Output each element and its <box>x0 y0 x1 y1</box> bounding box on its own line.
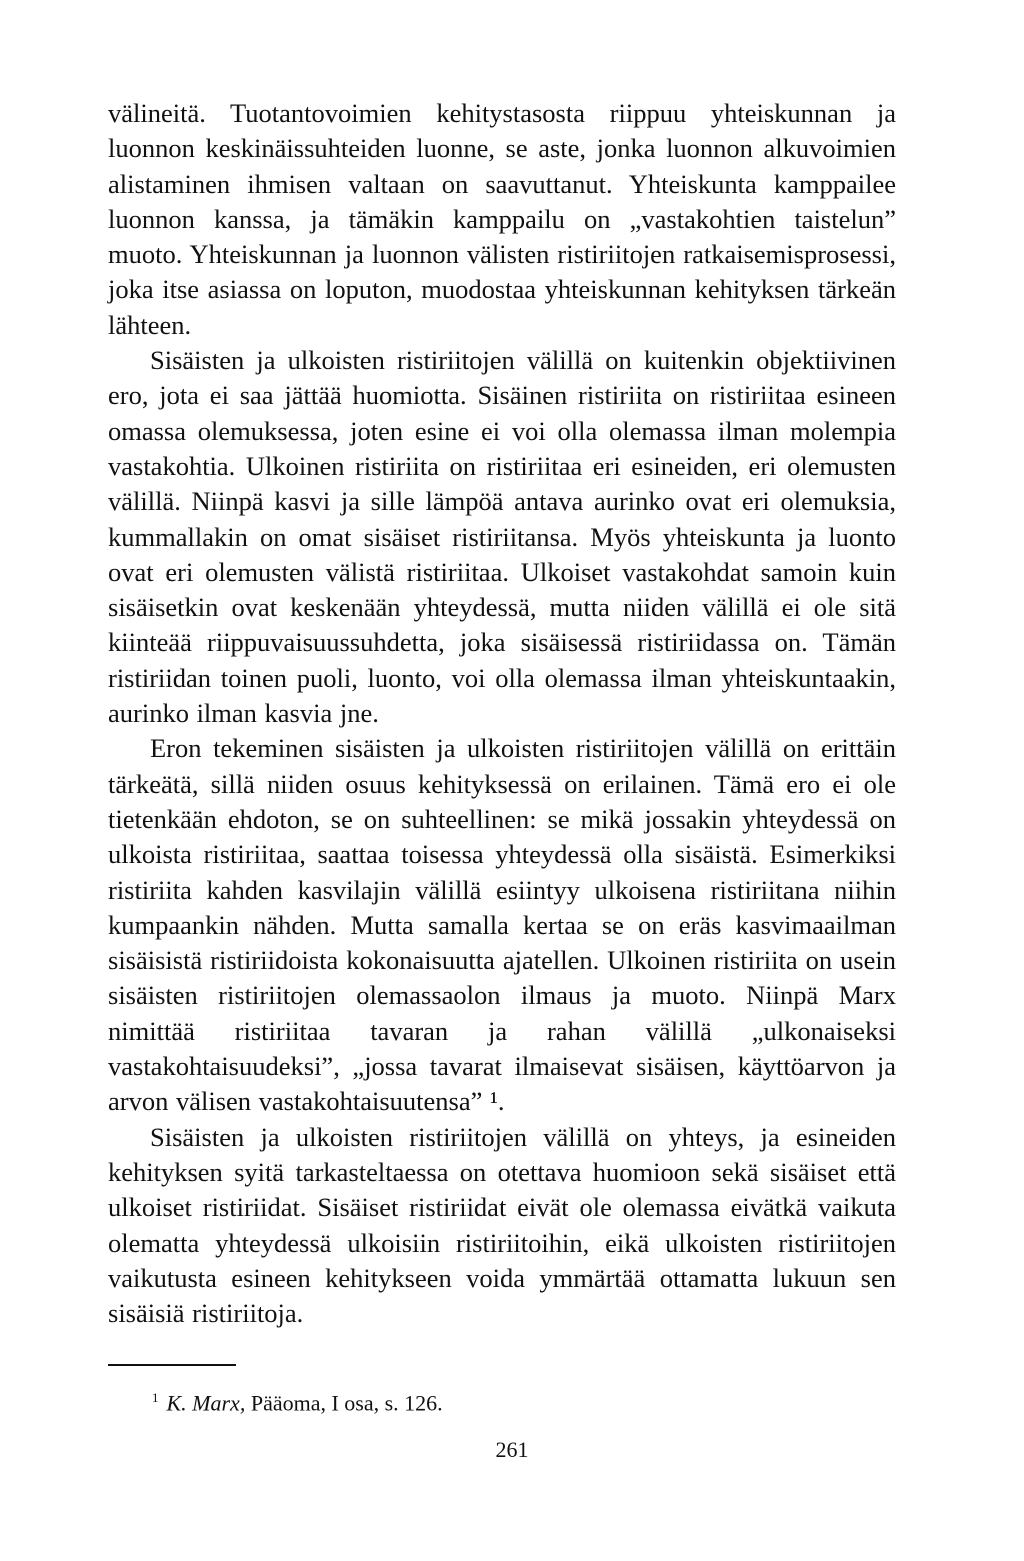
paragraph-1: välineitä. Tuotantovoimien kehitystasosta riippuu yhteiskunnan ja luonnon keskinäissuhteiden luonne, se aste, jonka luonnon alkuvoimien alistaminen ihmisen valtaan on saavuttanut. Yhteiskunta kamppailee luonnon kanssa, ja tämäkin kamppailu on „vastakohtien taistelun” muoto. Yhteiskunnan ja luonnon välisten ristiriitojen ratkaisemisprosessi, joka itse asiassa on loputon, muodostaa yhteiskunnan kehityksen tärkeän lähteen. <box>108 98 896 340</box>
footnote-author: K. Marx, <box>166 1390 246 1416</box>
footnote-divider <box>108 1364 236 1366</box>
page-number: 261 <box>495 1437 529 1462</box>
paragraph-3: Eron tekeminen sisäisten ja ulkoisten ristiriitojen välillä on erittäin tärkeätä, sillä niiden osuus kehityksessä on erilainen. Tämä ero ei ole tietenkään ehdoton, se on suhteellinen: se mikä jossakin yhteydessä on ulkoista ristiriitaa, saattaa toisessa yhteydessä olla sisäistä. Esimerkiksi ristiriita kahden kasvilajin välillä esiintyy ulkoisena ristiriitana niihin kumpaankin nähden. Mutta samalla kertaa se on eräs kasvimaailman sisäisistä ristiriidoista kokonaisuutta ajatellen. Ulkoinen ristiriita on usein sisäisten ristiriitojen olemassaolon ilmaus ja muoto. Niinpä Marx nimittää ristiriitaa tavaran ja rahan välillä „ulkonaiseksi vastakohtaisuudeksi”, „jossa tavarat ilmaisevat sisäisen, käyttöarvon ja arvon välisen vastakohtaisuutensa” ¹. <box>108 733 896 1117</box>
paragraph-2: Sisäisten ja ulkoisten ristiriitojen välillä on kuitenkin objektiivinen ero, jota ei saa jättää huomiotta. Sisäinen ristiriita on ristiriitaa esineen omassa olemuksessa, joten esine ei voi olla olemassa ilman molempia vastakohtia. Ulkoinen ristiriita on ristiriitaa eri esineiden, eri olemusten välillä. Niinpä kasvi ja sille lämpöä antava aurinko ovat eri olemuksia, kummallakin on omat sisäiset ristiriitansa. Myös yhteiskunta ja luonto ovat eri olemusten välistä ristiriitaa. Ulkoiset vastakohdat samoin kuin sisäisetkin ovat keskenään yhteydessä, mutta niiden välillä ei ole sitä kiinteää riippuvaisuussuhdetta, joka sisäisessä ristiriidassa on. Tämän ristiriidan toinen puoli, luonto, voi olla olemassa ilman yhteiskuntaakin, aurinko ilman kasvia jne. <box>108 345 896 729</box>
footnote <box>152 1384 443 1417</box>
paragraph-4: Sisäisten ja ulkoisten ristiriitojen välillä on yhteys, ja esineiden kehityksen syitä tarkasteltaessa on otettava huomioon sekä sisäiset että ulkoiset ristiriidat. Sisäiset ristiriidat eivät ole olemassa eivätkä vaikuta olematta yhteydessä ulkoisiin ristiriitoihin, eikä ulkoisten ristiriitojen vaikutusta esineen kehitykseen voida ymmärtää ottamatta lukuun sen sisäisiä ristiriitoja. <box>108 1121 896 1329</box>
page-body <box>108 96 896 1331</box>
footnote-source: Pääoma, I osa, s. 126. <box>250 1390 443 1416</box>
footnote-marker: 1 <box>152 1390 159 1405</box>
